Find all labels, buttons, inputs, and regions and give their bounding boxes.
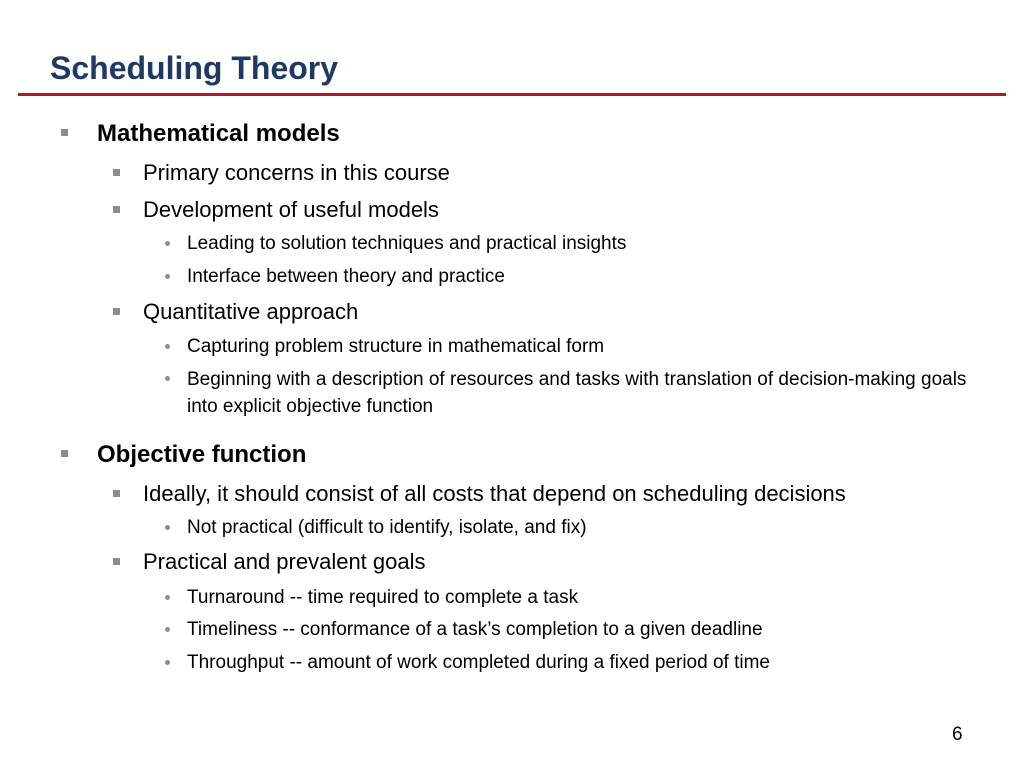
bullet-text: Turnaround -- time required to complete a task — [187, 587, 579, 608]
dot-bullet-icon — [165, 627, 170, 632]
square-bullet-icon — [113, 169, 120, 176]
dot-bullet-icon — [165, 660, 170, 665]
bullet-practical-goals — [143, 548, 426, 576]
bullet-timeliness — [187, 617, 977, 642]
bullet-text: Practical and prevalent goals — [143, 549, 426, 574]
bullet-turnaround — [187, 585, 977, 610]
bullet-text: Interface between theory and practice — [187, 266, 505, 287]
dot-bullet-icon — [165, 344, 170, 349]
square-bullet-icon — [61, 450, 68, 457]
bullet-text: Primary concerns in this course — [143, 160, 450, 185]
square-bullet-icon — [113, 308, 120, 315]
bullet-text: Throughput -- amount of work completed during a fixed period of time — [187, 652, 770, 673]
bullet-text: Leading to solution techniques and practical insights — [187, 233, 627, 254]
dot-bullet-icon — [165, 274, 170, 279]
bullet-text: Timeliness -- conformance of a task’s completion to a given deadline — [187, 619, 763, 640]
bullet-text: Beginning with a description of resources and tasks with translation of decision-making goals into explicit objective function — [187, 369, 967, 417]
bullet-text: Objective function — [97, 441, 307, 468]
bullet-primary-concerns — [143, 159, 450, 187]
bullet-text: Mathematical models — [97, 120, 340, 147]
bullet-throughput — [187, 650, 977, 675]
square-bullet-icon — [113, 558, 120, 565]
bullet-capturing-structure — [187, 334, 977, 359]
dot-bullet-icon — [165, 595, 170, 600]
bullet-objective-function — [97, 440, 306, 470]
bullet-interface-theory — [187, 264, 977, 289]
square-bullet-icon — [61, 129, 68, 136]
title-divider — [18, 93, 1006, 96]
square-bullet-icon — [113, 490, 120, 497]
bullet-text: Ideally, it should consist of all costs that depend on scheduling decisions — [143, 481, 846, 506]
bullet-not-practical — [187, 515, 977, 540]
dot-bullet-icon — [165, 241, 170, 246]
bullet-mathematical-models — [97, 119, 340, 149]
bullet-ideally-costs — [143, 480, 846, 508]
dot-bullet-icon — [165, 525, 170, 530]
bullet-text: Quantitative approach — [143, 299, 359, 324]
bullet-leading-solution — [187, 231, 977, 256]
bullet-quantitative-approach — [143, 298, 358, 326]
bullet-beginning-description — [187, 366, 977, 420]
bullet-text: Development of useful models — [143, 197, 439, 222]
bullet-text: Not practical (difficult to identify, isolate, and fix) — [187, 517, 587, 538]
bullet-development-models — [143, 196, 439, 224]
square-bullet-icon — [113, 206, 120, 213]
bullet-text: Capturing problem structure in mathematical form — [187, 336, 605, 357]
page-number: 6 — [952, 724, 963, 745]
slide-title: Scheduling Theory — [50, 50, 339, 86]
dot-bullet-icon — [165, 376, 170, 381]
